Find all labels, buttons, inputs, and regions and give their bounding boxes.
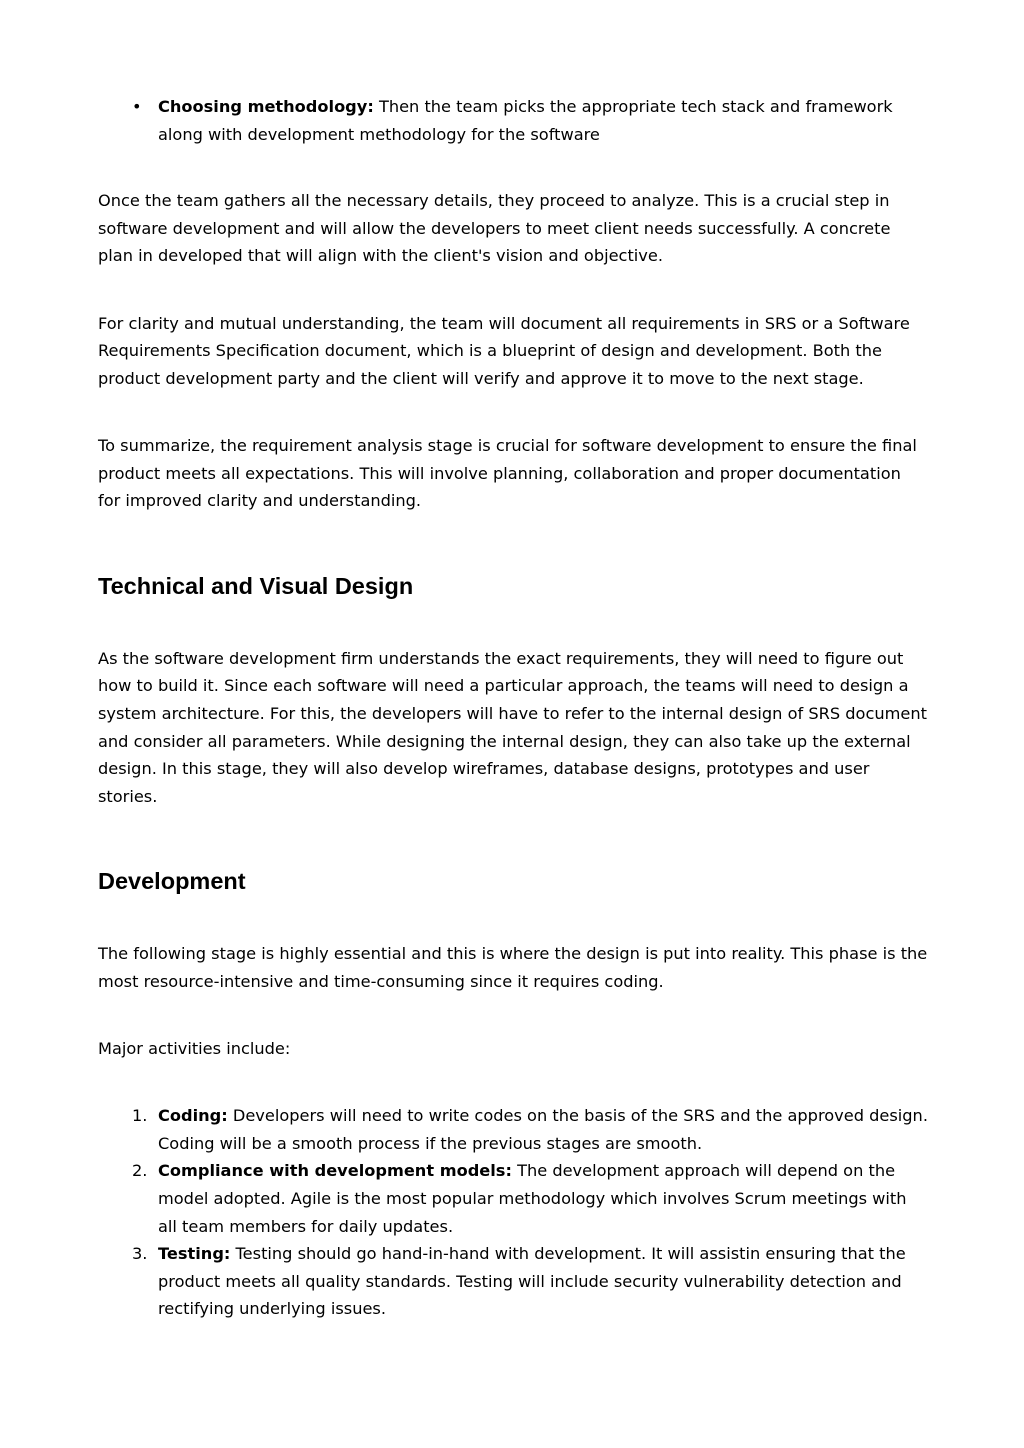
bullet-marker: • (132, 97, 142, 116)
list-item-text: Testing should go hand-in-hand with development. It will assistin ensuring that the product meets all quality standards. Testing will include security vulnerability detection and rectifying underlying issues. (158, 1244, 906, 1319)
list-item (98, 93, 928, 148)
list-item-text: The development approach will depend on the model adopted. Agile is the most popular methodology which involves Scrum meetings with all team members for daily updates. (158, 1161, 907, 1236)
srs-paragraph: For clarity and mutual understanding, the team will document all requirements in SRS or a Software Requirements Specification document, which is a blueprint of design and development. Both the product development party and the client will verify and approve it to move to the next stage. (98, 313, 910, 388)
list-number: 1. (132, 1106, 148, 1126)
analysis-paragraph: Once the team gathers all the necessary details, they proceed to analyze. This is a crucial step in software development and will allow the developers to meet client needs successfully. A concrete plan in developed that will align with the client's vision and objective. (98, 191, 891, 266)
design-heading: Technical and Visual Design (98, 572, 414, 599)
list-item-text: Developers will need to write codes on the basis of the SRS and the approved design. Coding will be a smooth process if the previous stages are smooth. (158, 1106, 928, 1153)
summary-paragraph: To summarize, the requirement analysis stage is crucial for software development to ensure the final product meets all expectations. This will involve planning, collaboration and proper documentation for improved clarity and understanding. (98, 435, 917, 511)
development-paragraph: The following stage is highly essential and this is where the design is put into reality. This phase is the most resource-intensive and time-consuming since it requires coding. (98, 944, 928, 991)
activities-intro: Major activities include: (98, 1039, 291, 1059)
list-item (98, 1240, 928, 1323)
list-item-term: Coding: (158, 1106, 228, 1126)
development-heading: Development (98, 868, 246, 895)
activities-list (98, 1102, 928, 1323)
document-page (98, 93, 928, 1323)
list-number: 3. (132, 1244, 148, 1264)
list-item (98, 1102, 928, 1157)
list-number: 2. (132, 1161, 148, 1181)
methodology-bullet-list (98, 93, 928, 148)
list-item-term: Testing: (158, 1244, 231, 1264)
design-paragraph: As the software development firm understands the exact requirements, they will need to figure out how to build it. Since each software will need a particular approach, the teams will need to design a system architecture. For this, the developers will have to refer to the internal design of SRS document and consider all parameters. While designing the internal design, they can also take up the external design. In this stage, they will also develop wireframes, database designs, prototypes and user stories. (98, 648, 927, 806)
list-item-term: Compliance with development models: (158, 1161, 512, 1181)
list-item-term: Choosing methodology: (158, 97, 374, 116)
list-item (98, 1157, 928, 1240)
list-item-text: Then the team picks the appropriate tech stack and framework along with development methodology for the software (158, 97, 893, 144)
